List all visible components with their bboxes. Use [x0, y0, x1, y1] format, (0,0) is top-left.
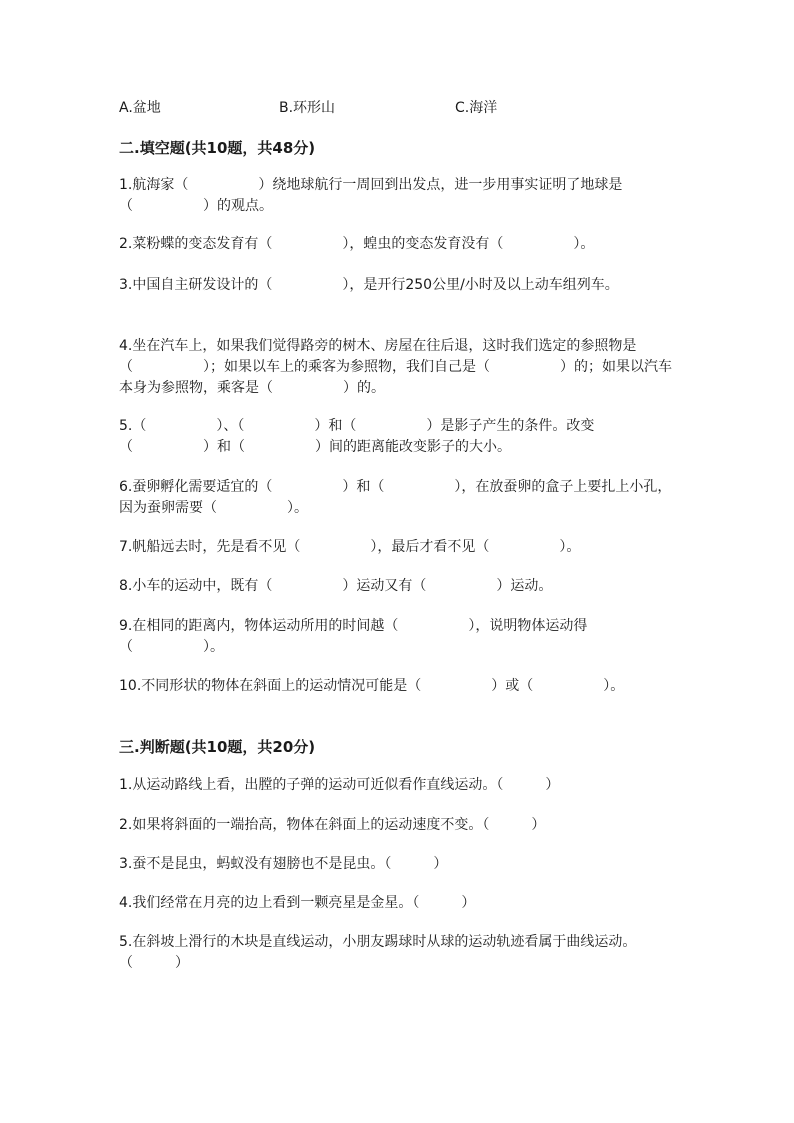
judge-question-3: 3.蚕不是昆虫，蚂蚁没有翅膀也不是昆虫。（ ） [119, 856, 448, 872]
fill-question-4: 4.坐在汽车上，如果我们觉得路旁的树木、房屋在往后退，这时我们选定的参照物是（ ）；如果以车上的乘客为参照物，我们自己是（ ）的；如果以汽车本身为参照物，乘客是（ ）的。 [119, 338, 672, 396]
option-c: C.海洋 [455, 100, 498, 116]
fill-question-8: 8.小车的运动中，既有（ ）运动又有（ ）运动。 [119, 578, 553, 594]
fill-question-5: 5.（ ）、（ ）和（ ）是影子产生的条件。改变（ ）和（ ）间的距离能改变影子的大小。 [119, 418, 595, 455]
judge-question-5: 5.在斜坡上滑行的木块是直线运动，小朋友踢球时从球的运动轨迹看属于曲线运动。（ ） [119, 934, 637, 971]
fill-question-7: 7.帆船远去时，先是看不见（ ），最后才看不见（ ）。 [119, 539, 581, 555]
fill-question-2: 2.菜粉蝶的变态发育有（ ），蝗虫的变态发育没有（ ）。 [119, 236, 595, 252]
fill-question-1: 1.航海家（ ）绕地球航行一周回到出发点，进一步用事实证明了地球是（ ）的观点。 [119, 177, 623, 214]
fill-question-3: 3.中国自主研发设计的（ ），是开行250公里/小时及以上动车组列车。 [119, 277, 619, 293]
fill-question-6: 6.蚕卵孵化需要适宜的（ ）和（ ），在放蚕卵的盒子上要扎上小孔，因为蚕卵需要（ ）。 [119, 479, 672, 516]
option-b: B.环形山 [279, 100, 336, 116]
judge-question-4: 4.我们经常在月亮的边上看到一颗亮星是金星。（ ） [119, 895, 476, 911]
section-title-true-false: 三.判断题(共10题，共20分) [119, 738, 316, 756]
fill-question-10: 10.不同形状的物体在斜面上的运动情况可能是（ ）或（ ）。 [119, 678, 625, 694]
option-a: A.盆地 [119, 100, 161, 116]
fill-question-9: 9.在相同的距离内，物体运动所用的时间越（ ），说明物体运动得（ ）。 [119, 618, 588, 655]
judge-question-2: 2.如果将斜面的一端抬高，物体在斜面上的运动速度不变。（ ） [119, 817, 546, 833]
choice-options [119, 97, 679, 117]
judge-question-1: 1.从运动路线上看，出膛的子弹的运动可近似看作直线运动。（ ） [119, 777, 560, 793]
section-title-fill-in: 二.填空题(共10题，共48分) [119, 139, 316, 157]
